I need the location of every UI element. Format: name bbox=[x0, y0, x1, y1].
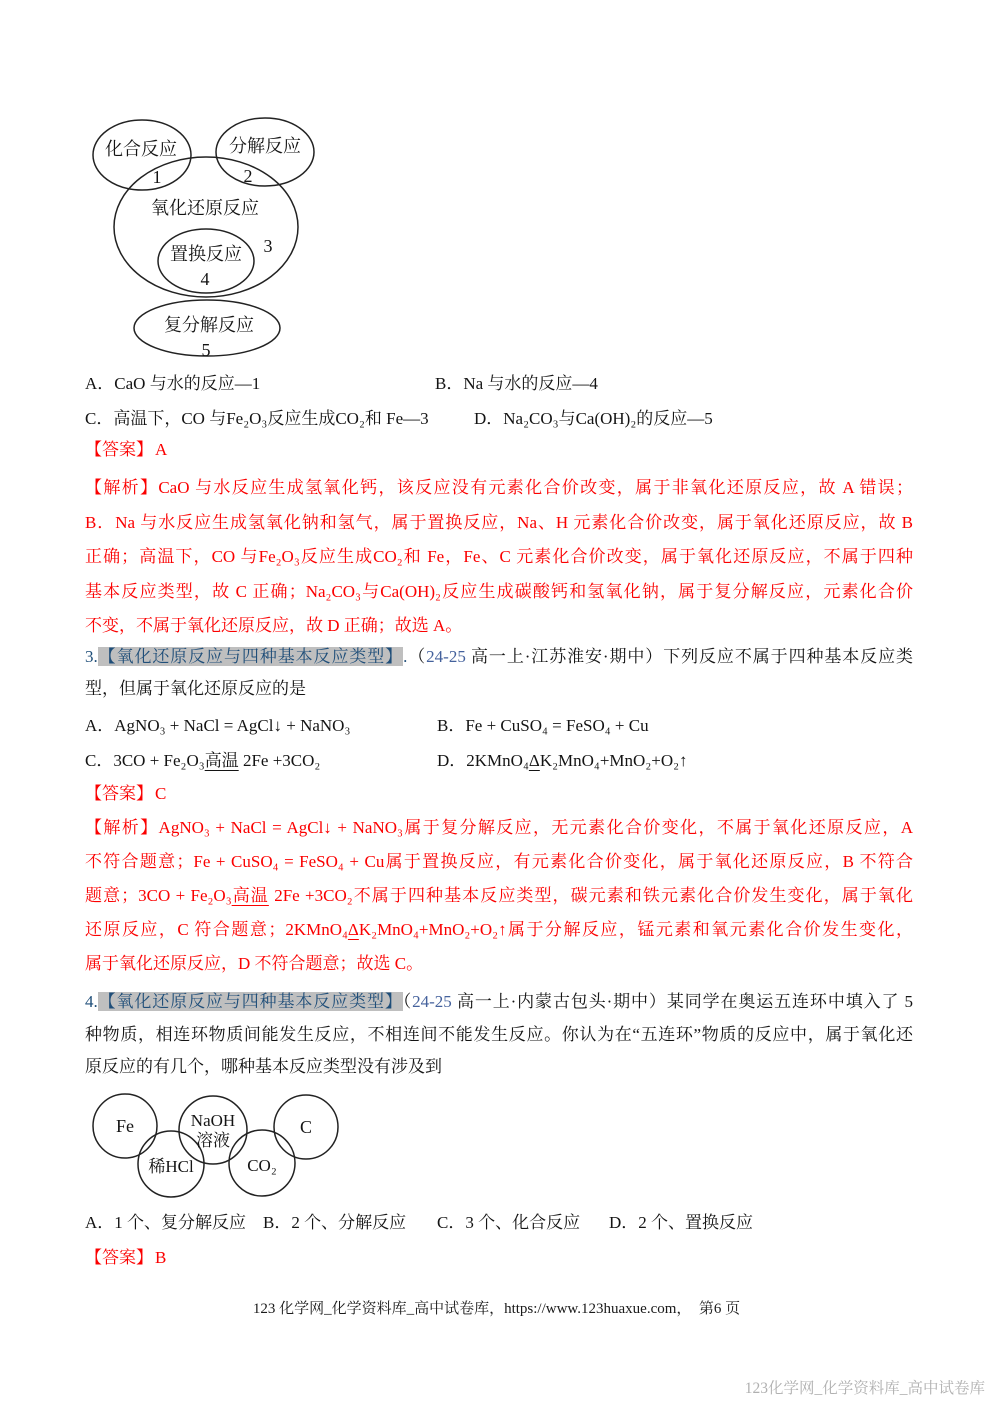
venn-num-5: 5 bbox=[201, 340, 211, 360]
q2-analysis bbox=[85, 471, 913, 644]
q4-title-line: 种物质，相连环物质间能发生反应，不相连间不能发生反应。你认为在“五连环”物质的反应中，属于氧化还 bbox=[85, 1024, 913, 1044]
q3-option-a: A．AgNO₃ + NaCl = AgCl↓ + NaNO₃ bbox=[85, 716, 351, 735]
q2-analysis-line: B．Na 与水反应生成氢氧化钠和氢气，属于置换反应，Na、H 元素化合价改变，属于氧化还原反应，故 B bbox=[85, 512, 913, 532]
q3-analysis bbox=[85, 811, 913, 981]
venn-label-displacement: 置换反应 bbox=[170, 244, 242, 264]
q4-option-b: B．2 个、分解反应 bbox=[263, 1213, 407, 1232]
q3-analysis-line: 属于氧化还原反应，D 不符合题意；故选 C。 bbox=[85, 954, 424, 973]
q2-option-a: A．CaO 与水的反应—1 bbox=[85, 374, 261, 393]
ring-label-c: C bbox=[299, 1117, 313, 1137]
q3-title-line: 3.【氧化还原反应与四种基本反应类型】.（24-25 高一上·江苏淮安·期中）下列反应不属于四种基本反应类 bbox=[85, 647, 914, 666]
ring-label-hcl: 稀HCl bbox=[148, 1157, 194, 1176]
q2-analysis-line: 不变，不属于氧化还原反应，故 D 正确；故选 A。 bbox=[85, 616, 463, 636]
watermark: 123化学网_化学资料库_高中试卷库 bbox=[744, 1380, 985, 1397]
q3-title bbox=[85, 641, 913, 705]
q3-option-c: C．3CO + Fe₂O₃高温 2Fe +3CO₂ bbox=[85, 751, 321, 770]
ring-label-naoh-2: 溶液 bbox=[196, 1131, 230, 1150]
ring-label-fe: Fe bbox=[116, 1116, 134, 1136]
venn-label-combination: 化合反应 bbox=[105, 139, 177, 159]
venn-num-4: 4 bbox=[200, 269, 210, 289]
q4-title-line: 4.【氧化还原反应与四种基本反应类型】（24-25 高一上·内蒙古包头·期中）某同学在奥运五连环中填入了 5 bbox=[85, 992, 914, 1011]
q4-option-c: C．3 个、化合反应 bbox=[437, 1213, 581, 1232]
q3-title-line: 型，但属于氧化还原反应的是 bbox=[85, 679, 306, 698]
q2-analysis-line: 正确；高温下，CO 与Fe₂O₃反应生成CO₂和 Fe，Fe、C 元素化合价改变，属于氧化还原反应，不属于四种 bbox=[85, 547, 913, 567]
olympic-rings-diagram bbox=[85, 1088, 355, 1206]
q3-option-d: D．2KMnO₄ΔK₂MnO₄+MnO₂+O₂↑ bbox=[437, 751, 688, 770]
ring-naoh bbox=[179, 1096, 247, 1164]
q2-option-c: C．高温下，CO 与Fe₂O₃反应生成CO₂和 Fe—3 bbox=[85, 409, 429, 428]
q2-analysis-line: 基本反应类型，故 C 正确；Na₂CO₃与Ca(OH)₂反应生成碳酸钙和氢氧化钠，属于复分解反应，元素化合价 bbox=[85, 581, 913, 601]
q3-analysis-line: 题意；3CO + Fe₂O₃高温 2Fe +3CO₂不属于四种基本反应类型，碳元素和铁元素化合价发生变化，属于氧化 bbox=[85, 886, 913, 905]
q4-option-d: D．2 个、置换反应 bbox=[609, 1213, 754, 1232]
q2-option-d: D．Na₂CO₃与Ca(OH)₂的反应—5 bbox=[474, 409, 713, 428]
venn-num-3: 3 bbox=[263, 236, 273, 256]
q2-answer-label: 【答案】 bbox=[85, 440, 153, 459]
q3-analysis-line: 还原反应，C 符合题意；2KMnO₄ΔK₂MnO₄+MnO₂+O₂↑属于分解反应，锰元素和氧元素化合价发生变化， bbox=[85, 920, 913, 939]
q4-title bbox=[85, 986, 913, 1084]
q4-option-a: A．1 个、复分解反应 bbox=[85, 1213, 247, 1232]
venn-label-decomposition: 分解反应 bbox=[229, 136, 301, 156]
q4-answer-line bbox=[85, 1245, 166, 1271]
ring-label-naoh: NaOH bbox=[190, 1111, 236, 1130]
q2-option-b: B．Na 与水的反应—4 bbox=[435, 374, 598, 393]
q3-answer-value: C bbox=[155, 784, 167, 803]
q4-answer-value: B bbox=[155, 1248, 167, 1267]
venn-num-1: 1 bbox=[152, 167, 162, 187]
venn-label-metathesis: 复分解反应 bbox=[164, 315, 254, 335]
venn-label-redox: 氧化还原反应 bbox=[151, 198, 259, 218]
ring-label-co2: CO₂ bbox=[247, 1156, 277, 1175]
q3-option-b: B．Fe + CuSO₄ = FeSO₄ + Cu bbox=[437, 716, 649, 735]
q2-analysis-line: 【解析】CaO 与水反应生成氢氧化钙，该反应没有元素化合价改变，属于非氧化还原反应，故 A 错误； bbox=[85, 478, 913, 497]
q3-answer-label: 【答案】 bbox=[85, 784, 153, 803]
q4-answer-label: 【答案】 bbox=[85, 1248, 153, 1267]
q3-analysis-line: 不符合题意；Fe + CuSO₄ = FeSO₄ + Cu属于置换反应，有元素化合价变化，属于氧化还原反应，B 不符合 bbox=[85, 852, 913, 871]
q4-title-line: 原反应的有几个，哪种基本反应类型没有涉及到 bbox=[85, 1057, 442, 1076]
page-footer: 123 化学网_化学资料库_高中试卷库，https://www.123huaxue.com， 第6 页 bbox=[252, 1301, 741, 1317]
q2-answer-value: A bbox=[155, 440, 168, 459]
q2-answer-line bbox=[85, 437, 167, 463]
q3-analysis-line: 【解析】AgNO₃ + NaCl = AgCl↓ + NaNO₃属于复分解反应，无元素化合价变化，不属于氧化还原反应，A bbox=[85, 818, 913, 837]
venn-diagram-reaction-types bbox=[84, 110, 320, 372]
q3-answer-line bbox=[85, 781, 166, 807]
venn-num-2: 2 bbox=[243, 166, 253, 186]
